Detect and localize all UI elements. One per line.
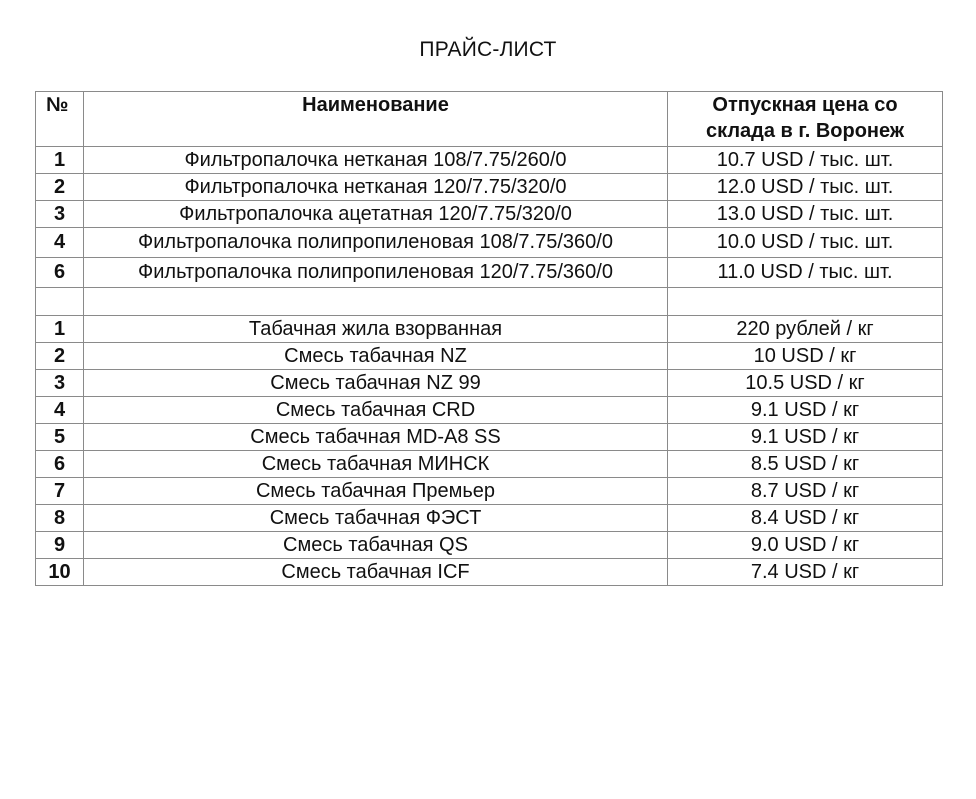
header-price	[668, 92, 943, 147]
row-number: 3	[36, 370, 84, 397]
empty-cell	[36, 288, 84, 316]
row-number: 6	[36, 451, 84, 478]
row-price: 8.5 USD / кг	[668, 451, 943, 478]
row-name: Табачная жила взорванная	[84, 316, 668, 343]
row-name: Смесь табачная Премьер	[84, 478, 668, 505]
row-number: 2	[36, 174, 84, 201]
row-price: 7.4 USD / кг	[668, 559, 943, 586]
row-price: 9.0 USD / кг	[668, 532, 943, 559]
row-number: 10	[36, 559, 84, 586]
table-row	[36, 559, 943, 586]
table-row	[36, 532, 943, 559]
table-row	[36, 343, 943, 370]
row-price: 10.5 USD / кг	[668, 370, 943, 397]
table-row	[36, 397, 943, 424]
row-name: Смесь табачная ICF	[84, 559, 668, 586]
header-name: Наименование	[84, 92, 668, 147]
header-number: №	[36, 92, 84, 147]
table-row	[36, 201, 943, 228]
row-name: Смесь табачная MD-A8 SS	[84, 424, 668, 451]
row-price: 8.7 USD / кг	[668, 478, 943, 505]
row-number: 6	[36, 258, 84, 288]
table-row	[36, 370, 943, 397]
row-price: 9.1 USD / кг	[668, 397, 943, 424]
row-number: 5	[36, 424, 84, 451]
row-price: 10 USD / кг	[668, 343, 943, 370]
row-name: Смесь табачная CRD	[84, 397, 668, 424]
row-price: 11.0 USD / тыс. шт.	[668, 258, 943, 288]
row-price: 220 рублей / кг	[668, 316, 943, 343]
table-row	[36, 451, 943, 478]
row-name: Смесь табачная QS	[84, 532, 668, 559]
table-header-row	[36, 92, 943, 147]
page-title: ПРАЙС-ЛИСТ	[419, 38, 557, 61]
row-number: 1	[36, 147, 84, 174]
table-row	[36, 424, 943, 451]
row-name: Фильтропалочка нетканая 120/7.75/320/0	[84, 174, 668, 201]
row-number: 9	[36, 532, 84, 559]
row-number: 8	[36, 505, 84, 532]
row-number: 7	[36, 478, 84, 505]
row-number: 3	[36, 201, 84, 228]
row-price: 13.0 USD / тыс. шт.	[668, 201, 943, 228]
table-row	[36, 478, 943, 505]
table-row	[36, 228, 943, 258]
row-name: Смесь табачная ФЭСТ	[84, 505, 668, 532]
table-row	[36, 147, 943, 174]
row-price: 12.0 USD / тыс. шт.	[668, 174, 943, 201]
row-number: 4	[36, 397, 84, 424]
table-row	[36, 316, 943, 343]
row-name: Фильтропалочка полипропиленовая 120/7.75/360/0	[84, 258, 668, 288]
row-name: Фильтропалочка ацетатная 120/7.75/320/0	[84, 201, 668, 228]
header-price-line1: Отпускная цена со	[712, 94, 898, 116]
header-price-line2: склада в г. Воронеж	[705, 120, 905, 142]
separator-row	[36, 288, 943, 316]
row-price: 9.1 USD / кг	[668, 424, 943, 451]
table-row	[36, 174, 943, 201]
table-row	[36, 258, 943, 288]
row-price: 10.7 USD / тыс. шт.	[668, 147, 943, 174]
row-name: Смесь табачная МИНСК	[84, 451, 668, 478]
row-name: Фильтропалочка нетканая 108/7.75/260/0	[84, 147, 668, 174]
row-price: 10.0 USD / тыс. шт.	[668, 228, 943, 258]
table-row	[36, 505, 943, 532]
row-name: Смесь табачная NZ	[84, 343, 668, 370]
row-number: 4	[36, 228, 84, 258]
empty-cell	[84, 288, 668, 316]
row-name: Смесь табачная NZ 99	[84, 370, 668, 397]
row-number: 1	[36, 316, 84, 343]
row-name: Фильтропалочка полипропиленовая 108/7.75/360/0	[84, 228, 668, 258]
empty-cell	[668, 288, 943, 316]
row-number: 2	[36, 343, 84, 370]
price-table	[35, 91, 943, 586]
row-price: 8.4 USD / кг	[668, 505, 943, 532]
